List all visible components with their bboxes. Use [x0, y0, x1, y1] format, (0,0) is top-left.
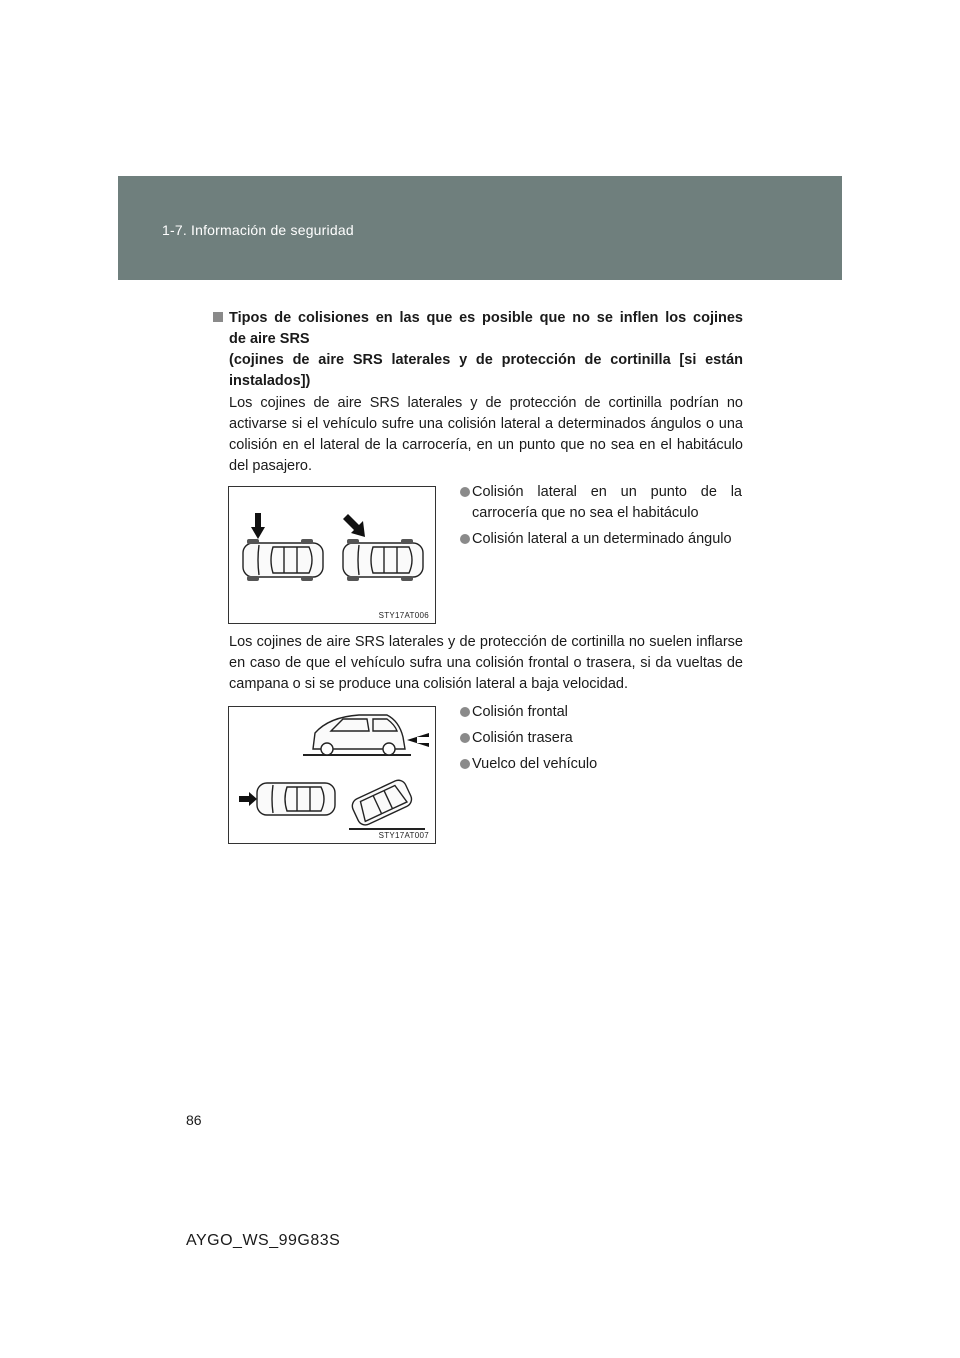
- section-heading: [213, 308, 743, 392]
- round-bullet-icon: [460, 759, 470, 769]
- chapter-title: 1-7. Información de seguridad: [162, 222, 354, 238]
- car-top-view-icon: [257, 783, 335, 815]
- chapter-header: [118, 176, 842, 280]
- car-top-view-icon: [343, 539, 423, 581]
- car-top-view-icon: [243, 539, 323, 581]
- round-bullet-icon: [460, 733, 470, 743]
- list-item: Vuelco del vehículo: [460, 754, 742, 775]
- car-side-view-icon: [303, 715, 411, 755]
- round-bullet-icon: [460, 534, 470, 544]
- rear-impact-arrow-icon: [407, 733, 429, 747]
- figure-code: STY17AT006: [378, 611, 429, 620]
- bullet-list-2: [460, 702, 742, 780]
- front-rear-rollover-illustration: [229, 707, 435, 843]
- section-title: Tipos de colisiones en las que es posible que no se inflen los cojines de aire SRS (cojines de aire SRS laterales y de protección de cortinilla [si están instalados]): [213, 308, 743, 392]
- diagonal-impact-arrow-icon: [343, 514, 365, 537]
- impact-arrow-icon: [251, 513, 265, 539]
- list-item: Colisión trasera: [460, 728, 742, 749]
- second-paragraph: Los cojines de aire SRS laterales y de protección de cortinilla no suelen inflarse en caso de que el vehículo sufra una colisión frontal o trasera, si da vueltas de campana o si se produce una colisión lateral a baja velocidad.: [229, 634, 743, 692]
- round-bullet-icon: [460, 487, 470, 497]
- rollover-car-icon: [349, 778, 425, 829]
- list-item: Colisión lateral en un punto de la carrocería que no sea el habitáculo: [460, 482, 742, 524]
- round-bullet-icon: [460, 707, 470, 717]
- square-bullet-icon: [213, 312, 223, 322]
- document-code: AYGO_WS_99G83S: [186, 1232, 341, 1249]
- figure-code: STY17AT007: [378, 831, 429, 840]
- figure-side-collision: [228, 486, 436, 624]
- list-item: Colisión lateral a un determinado ángulo: [460, 529, 742, 550]
- page-number: 86: [186, 1112, 202, 1128]
- intro-paragraph: Los cojines de aire SRS laterales y de protección de cortinilla podrían no activarse si el vehículo sufre una colisión lateral a determinados ángulos o una colisión en el lateral de la carrocería, en un punto que no sea en el habitáculo del pasajero.: [229, 395, 743, 474]
- list-item: Colisión frontal: [460, 702, 742, 723]
- figure-front-rear-rollover: [228, 706, 436, 844]
- impact-arrow-icon: [239, 792, 257, 806]
- side-collision-illustration: [229, 487, 435, 623]
- bullet-list-1: [460, 482, 742, 555]
